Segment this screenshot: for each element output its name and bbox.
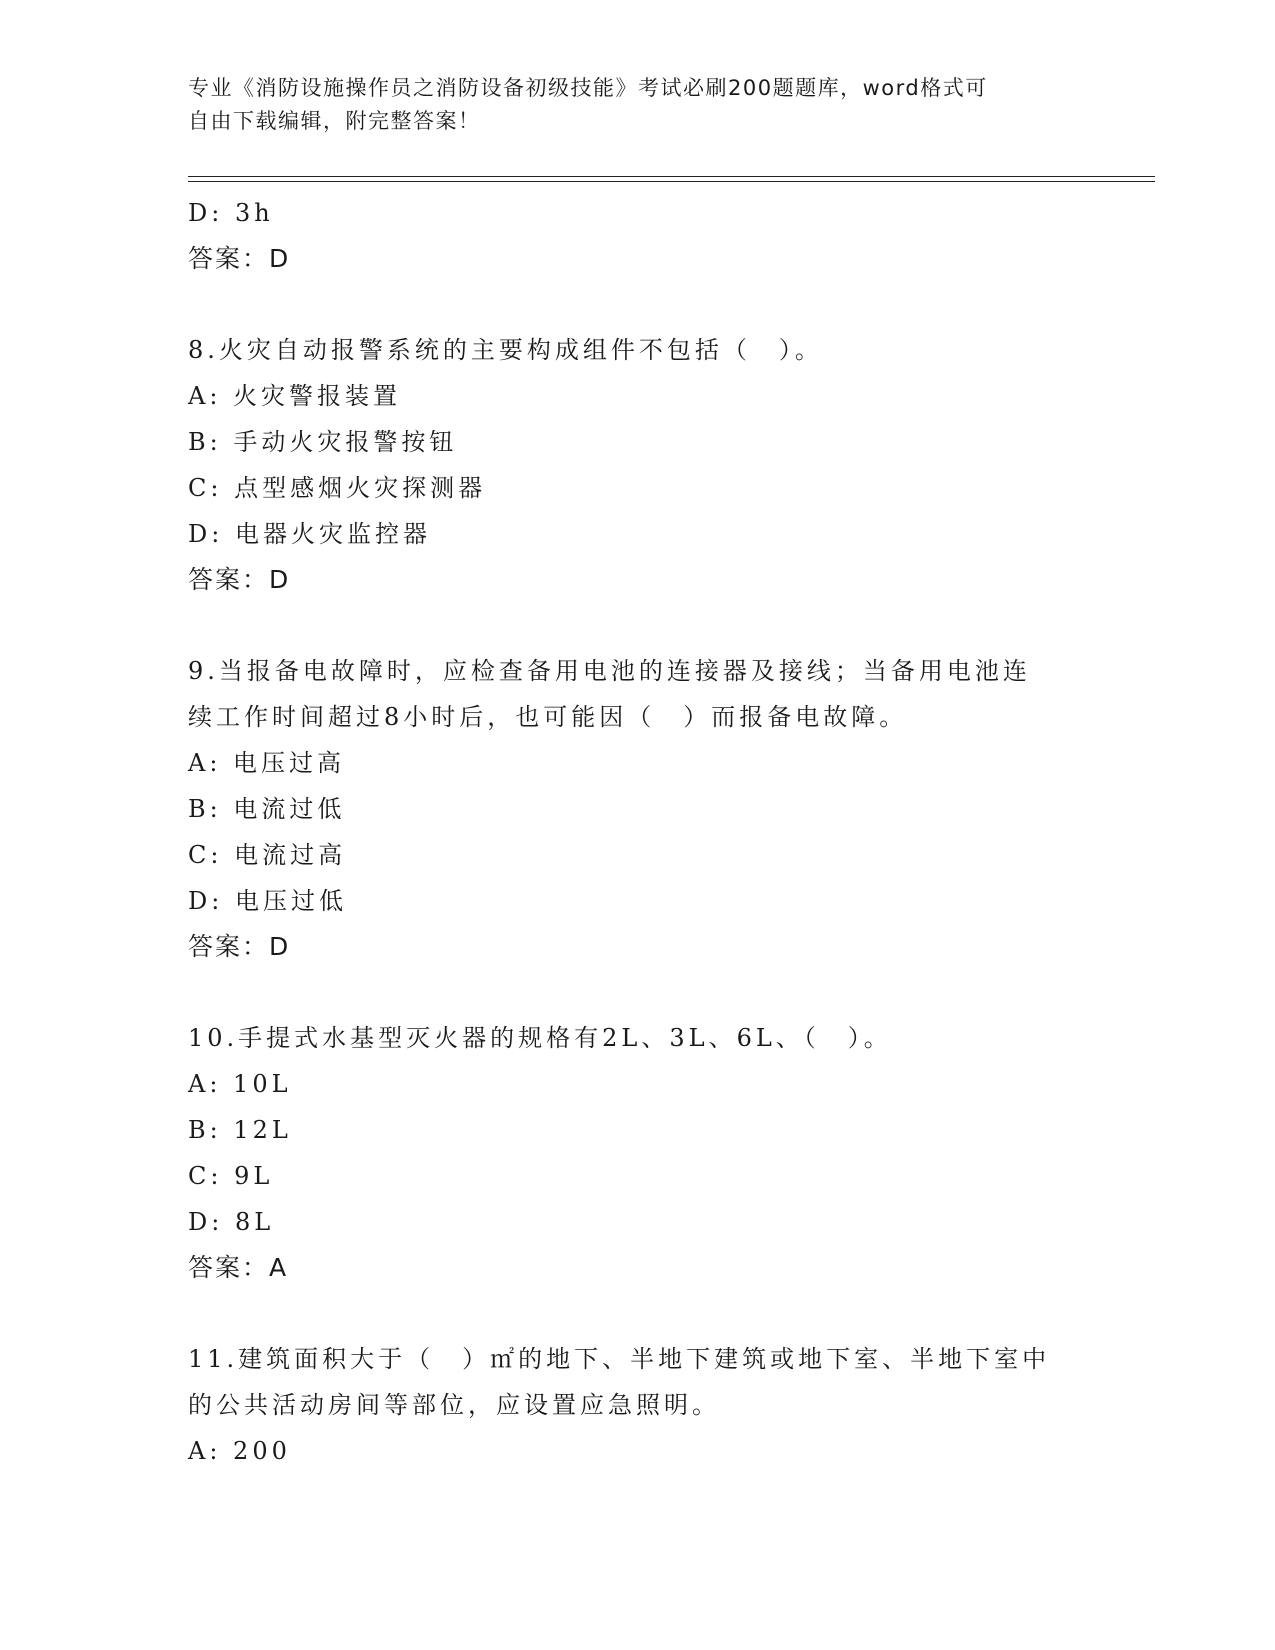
header-divider-top xyxy=(188,176,1155,177)
header-line-2: 自由下载编辑，附完整答案！ xyxy=(188,109,481,133)
document-header xyxy=(188,72,1068,138)
answer: 答案：D xyxy=(188,565,291,594)
answer: 答案：D xyxy=(188,932,291,961)
option-d: D: 8L xyxy=(188,1208,275,1236)
question-stem-line-2: 续工作时间超过8小时后，也可能因（ ）而报备电故障。 xyxy=(188,703,908,731)
option-a: A: 火灾警报装置 xyxy=(188,382,402,410)
answer: 答案：D xyxy=(188,244,291,273)
question-stem: 10.手提式水基型灭火器的规格有2L、3L、6L、（ ）。 xyxy=(188,1024,892,1052)
question-stem: 8.火灾自动报警系统的主要构成组件不包括（ ）。 xyxy=(188,336,823,364)
question-list xyxy=(188,190,1088,1474)
option-c: C: 电流过高 xyxy=(188,841,347,869)
question-9 xyxy=(188,648,1088,970)
answer: 答案：A xyxy=(188,1253,289,1282)
option-a: A: 10L xyxy=(188,1070,292,1098)
option-d: D: 电压过低 xyxy=(188,887,347,915)
spacer xyxy=(188,603,1088,648)
option-b: B: 12L xyxy=(188,1116,292,1144)
header-divider-bottom xyxy=(188,181,1155,182)
option-a: A: 电压过高 xyxy=(188,749,346,777)
option-c: C: 9L xyxy=(188,1162,274,1190)
option-a: A: 200 xyxy=(188,1437,291,1465)
option-c: C: 点型感烟火灾探测器 xyxy=(188,474,487,502)
option-b: B: 电流过低 xyxy=(188,795,346,823)
spacer xyxy=(188,1291,1088,1336)
question-stem-line-1: 9.当报备电故障时，应检查备用电池的连接器及接线；当备用电池连 xyxy=(188,657,1031,685)
spacer xyxy=(188,970,1088,1015)
option-b: B: 手动火灾报警按钮 xyxy=(188,428,458,456)
question-10 xyxy=(188,1015,1088,1291)
question-8 xyxy=(188,327,1088,603)
header-line-1: 专业《消防设施操作员之消防设备初级技能》考试必刷200题题库，word格式可 xyxy=(188,76,988,100)
option-d: D: 3h xyxy=(188,199,274,227)
question-stem-line-1: 11.建筑面积大于（ ）㎡的地下、半地下建筑或地下室、半地下室中 xyxy=(188,1345,1051,1373)
option-d: D: 电器火灾监控器 xyxy=(188,520,431,548)
spacer xyxy=(188,282,1088,327)
question-7 xyxy=(188,190,1088,282)
question-11 xyxy=(188,1336,1088,1474)
question-stem-line-2: 的公共活动房间等部位，应设置应急照明。 xyxy=(188,1391,720,1419)
